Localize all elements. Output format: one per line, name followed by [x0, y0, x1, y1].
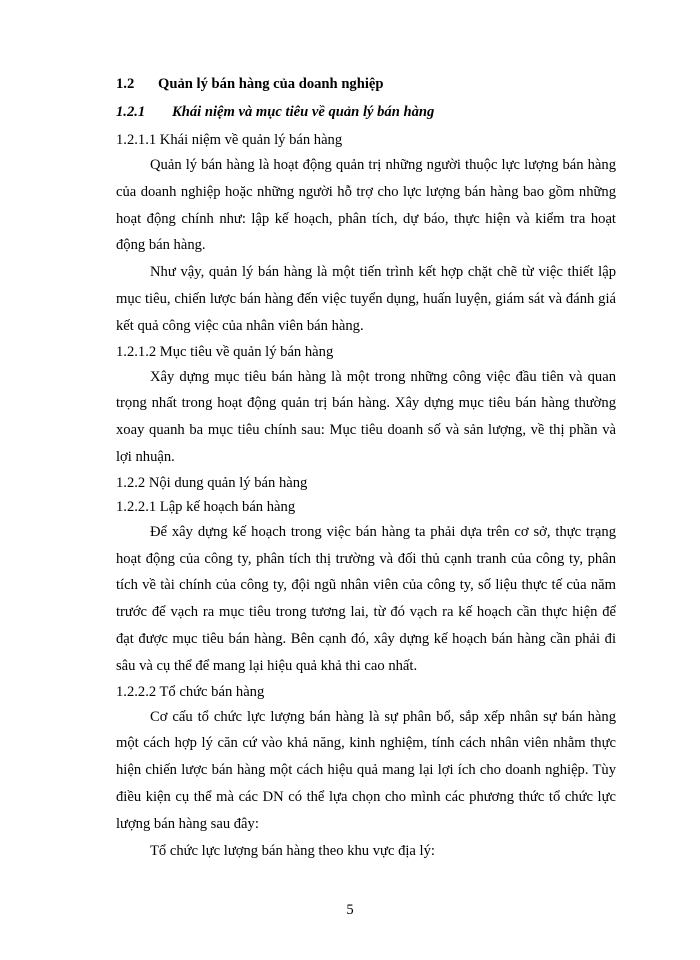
paragraph-geographic: Tổ chức lực lượng bán hàng theo khu vực địa lý: — [150, 842, 435, 859]
subsection-number: 1.2.1 — [116, 104, 146, 120]
paragraph-process: Như vậy, quản lý bán hàng là một tiến trình kết hợp chặt chẽ từ việc thiết lập mục tiêu, chiến lược bán hàng đến việc tuyển dụng, huấn luyện, giám sát và đánh giá kết quả công việc của nhân viên bán hàng. — [116, 264, 616, 334]
heading-1-2-2-1: 1.2.2.1 Lập kế hoạch bán hàng — [116, 498, 296, 515]
heading-1-2-1-2: 1.2.1.2 Mục tiêu về quản lý bán hàng — [116, 343, 334, 360]
heading-1-2-2: 1.2.2 Nội dung quản lý bán hàng — [116, 474, 308, 491]
section-title: Quản lý bán hàng của doanh nghiệp — [158, 76, 384, 92]
paragraph-concept: Quản lý bán hàng là hoạt động quản trị những người thuộc lực lượng bán hàng của doanh nghiệp hoặc những người hỗ trợ cho lực lượng bán hàng bao gồm những hoạt động chính như: lập kế hoạch, phân tích, dự báo, thực hiện và kiểm tra hoạt động bán hàng. — [116, 157, 616, 254]
subsection-heading — [116, 100, 616, 124]
subsection-title: Khái niệm và mục tiêu về quản lý bán hàng — [172, 104, 435, 120]
paragraph-planning: Để xây dựng kế hoạch trong việc bán hàng ta phải dựa trên cơ sở, thực trạng hoạt động của công ty, phân tích thị trường và đối thủ cạnh tranh của công ty, phân tích về tài chính của công ty, đội ngũ nhân viên của công ty, số liệu thực tế của năm trước để vạch ra mục tiêu trong tương lai, từ đó vạch ra kế hoạch cần thực hiện để đạt được mục tiêu bán hàng. Bên cạnh đó, xây dựng kế hoạch bán hàng cần phải đi sâu và cụ thể để mang lại hiệu quả khả thi cao nhất. — [116, 523, 616, 674]
paragraph-organization: Cơ cấu tổ chức lực lượng bán hàng là sự phân bổ, sắp xếp nhân sự bán hàng một cách hợp lý căn cứ vào khả năng, kinh nghiệm, tính cách nhân viên nhằm thực hiện chiến lược bán hàng một cách hiệu quả mang lại lợi ích cho doanh nghiệp. Tùy điều kiện cụ thể mà các DN có thể lựa chọn cho mình các phương thức tổ chức lực lượng bán hàng sau đây: — [116, 708, 616, 832]
heading-1-2-1-1: 1.2.1.1 Khái niệm về quản lý bán hàng — [116, 132, 343, 148]
paragraph-objectives: Xây dựng mục tiêu bán hàng là một trong những công việc đầu tiên và quan trọng nhất trong hoạt động quản trị bán hàng. Xây dựng mục tiêu bán hàng thường xoay quanh ba mục tiêu chính sau: Mục tiêu doanh số và sản lượng, về thị phần và lợi nhuận. — [116, 368, 616, 465]
heading-1-2-2-2: 1.2.2.2 Tổ chức bán hàng — [116, 683, 265, 700]
section-number: 1.2 — [116, 76, 135, 92]
page-number: 5 — [346, 902, 354, 918]
section-heading — [116, 72, 616, 96]
page-content — [116, 72, 616, 864]
